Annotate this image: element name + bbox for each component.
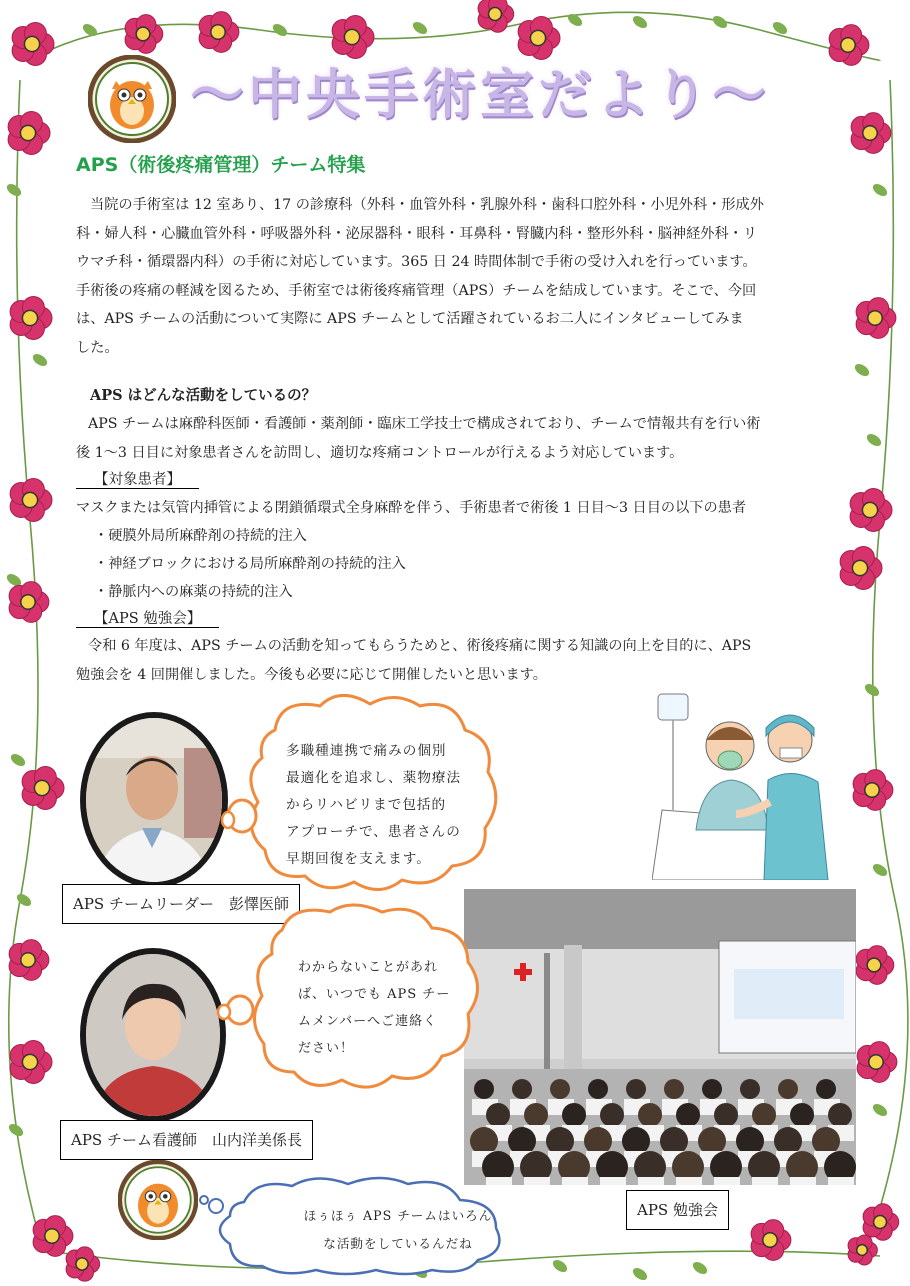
study-session-photo <box>464 889 856 1185</box>
leaf-decoration <box>9 751 28 768</box>
study-paragraph <box>76 632 836 689</box>
bubble-line: ば、いつでも APS チー <box>298 987 451 1002</box>
nurse-caption: APS チーム看護師 山内洋美係長 <box>60 1120 313 1160</box>
bubble-line: な活動をしているんだね <box>323 1236 473 1251</box>
bullet-item: ・神経ブロックにおける局所麻酔剤の持続的注入 <box>94 556 406 572</box>
leader-bubble-text <box>286 738 496 873</box>
nurse-photo <box>80 948 226 1122</box>
page-title: 〜中央手術室だより〜 <box>190 63 770 126</box>
mascot-bubble-text <box>288 1202 508 1258</box>
bubble-line: ムメンバーへご連絡く <box>298 1014 438 1029</box>
leaf-decoration <box>871 861 890 878</box>
bullet-item: ・硬膜外局所麻酔剤の持続的注入 <box>94 528 307 544</box>
answer-line: APS チームは麻酔科医師・看護師・薬剤師・臨床工学技士で構成されており、チームで情報共有を行い術 <box>88 416 761 432</box>
flower-decoration <box>853 770 893 811</box>
study-line: 令和 6 年度は、APS チームの活動を知ってもらうためと、術後疼痛に関する知識の向上を目的に、APS <box>88 638 752 654</box>
bubble-line: ださい！ <box>298 1041 355 1056</box>
activity-question: APS はどんな活動をしているの？ <box>90 387 317 404</box>
flower-decoration <box>10 479 52 522</box>
flower-decoration <box>9 582 49 623</box>
flower-decoration <box>857 1042 897 1083</box>
leaf-decoration <box>691 1259 710 1276</box>
flower-decoration <box>12 23 54 66</box>
bubble-line: 多職種連携で痛みの個別 <box>286 743 447 759</box>
nurse-bubble-text <box>298 954 478 1062</box>
flower-decoration <box>850 489 892 532</box>
flower-decoration <box>9 940 49 981</box>
answer-line: 後 1〜3 日目に対象患者さんを訪問し、適切な疼痛コントロールが行えるよう対応しています。 <box>76 444 684 461</box>
flower-decoration <box>10 1041 52 1084</box>
leaf-decoration <box>871 1101 890 1118</box>
study-label-wrap <box>76 607 219 628</box>
intro-line: 科・婦人科・心臓血管外科・呼吸器外科・泌尿器科・眼科・耳鼻科・腎臓内科・整形外科・脳神経外科・リ <box>76 225 758 242</box>
mascot-logo <box>88 55 176 143</box>
bubble-line: アプローチで、患者さんの <box>286 824 461 840</box>
study-line: 勉強会を 4 回開催しました。今後も必要に応じて開催したいと思います。 <box>76 666 547 683</box>
section-heading: APS（術後疼痛管理）チーム特集 <box>76 154 366 176</box>
bullet-item: ・静脈内への麻薬の持続的注入 <box>94 584 293 600</box>
flower-decoration <box>10 297 52 340</box>
leader-caption: APS チームリーダー 彭懌医師 <box>62 884 300 924</box>
leaf-decoration <box>31 351 50 368</box>
flower-decoration <box>856 946 894 985</box>
leader-photo <box>80 712 228 888</box>
bubble-line: からリハビリまで包括的 <box>286 797 447 813</box>
flower-decoration <box>125 15 163 54</box>
bubble-line: 早期回復を支えます。 <box>286 851 431 867</box>
flower-decoration <box>199 12 239 53</box>
intro-line: した。 <box>76 339 119 356</box>
flower-decoration <box>851 113 891 154</box>
leaf-decoration <box>15 891 34 908</box>
leaf-decoration <box>631 13 650 30</box>
flower-decoration <box>22 767 64 810</box>
intro-line: 当院の手術室は 12 室あり、17 の診療科（外科・血管外科・乳腺外科・歯科口腔外科・小児外科・形成外 <box>90 197 764 213</box>
flower-decoration <box>66 1247 100 1281</box>
activity-answer <box>76 410 836 467</box>
target-label-wrap <box>76 468 199 489</box>
leaf-decoration <box>865 431 884 448</box>
study-label: 【APS 勉強会】 <box>76 611 219 628</box>
intro-line: 手術後の疼痛の軽減を図るため、手術室では術後疼痛管理（APS）チームを結成しています。そこで、今回 <box>76 282 757 299</box>
leaf-decoration <box>5 181 24 198</box>
target-description: マスクまたは気管内挿管による閉鎖循環式全身麻酔を伴う、手術患者で術後 1 日目〜3 日目の以下の患者 <box>76 500 747 516</box>
leaf-decoration <box>551 1257 570 1274</box>
mascot-bottom <box>118 1160 198 1240</box>
flower-decoration <box>33 1216 73 1257</box>
flower-decoration <box>478 0 514 32</box>
flower-decoration <box>863 1204 899 1240</box>
patient-care-illustration <box>652 690 836 880</box>
flower-decoration <box>856 298 896 339</box>
bubble-line: わからないことがあれ <box>298 960 439 975</box>
study-photo-caption: APS 勉強会 <box>626 1190 729 1230</box>
leaf-decoration <box>871 181 890 198</box>
leaf-decoration <box>271 21 290 38</box>
intro-line: は、APS チームの活動について実際に APS チームとして活躍されているお二人にインタビューしてみま <box>76 311 744 328</box>
flower-decoration <box>829 25 869 66</box>
flower-decoration <box>848 1235 877 1265</box>
leaf-decoration <box>631 1265 650 1282</box>
bubble-line: 最適化を追求し、薬物療法 <box>286 770 462 786</box>
flower-decoration <box>751 1220 791 1261</box>
bubble-line: ほぅほぅ APS チームはいろん <box>303 1208 493 1223</box>
leaf-decoration <box>411 19 430 36</box>
target-label: 【対象患者】 <box>76 472 199 489</box>
leaf-decoration <box>853 361 872 378</box>
flower-decoration <box>8 112 50 155</box>
intro-paragraph <box>76 191 836 363</box>
intro-line: ウマチ科・循環器内科）の手術に対応しています。365 日 24 時間体制で手術の受け入れを行っています。 <box>76 254 757 271</box>
